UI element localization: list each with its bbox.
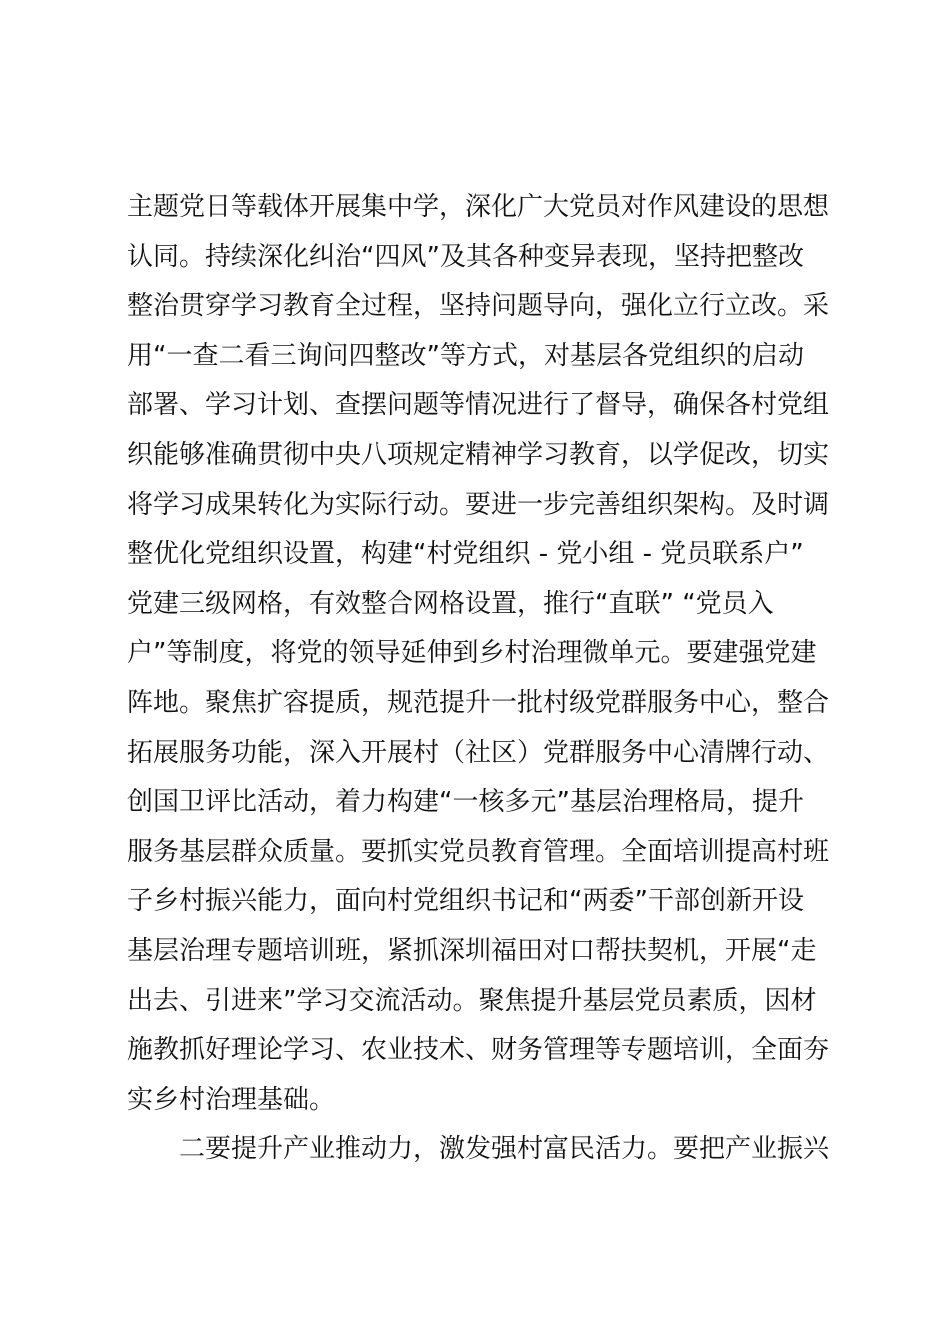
text-line: 织能够准确贯彻中央八项规定精神学习教育，以学促改，切实 — [127, 439, 830, 470]
text-line: 拓展服务功能，深入开展村（社区）党群服务中心清牌行动、 — [127, 737, 830, 768]
body-text — [127, 183, 837, 1175]
text-line: 实乡村治理基础。 — [127, 1084, 336, 1115]
text-line: 用“一查二看三询问四整改”等方式，对基层各党组织的启动 — [127, 340, 804, 371]
text-line: 户”等制度，将党的领导延伸到乡村治理微单元。要建强党建 — [127, 638, 817, 669]
paragraph-start-line: 二要提升产业推动力，激发强村富民活力。要把产业振兴 — [179, 1134, 830, 1165]
text-line: 子乡村振兴能力，面向村党组织书记和“两委”干部创新开设 — [127, 886, 804, 917]
text-line: 创国卫评比活动，着力构建“一核多元”基层治理格局，提升 — [127, 787, 804, 818]
text-line: 服务基层群众质量。要抓实党员教育管理。全面培训提高村班 — [127, 836, 830, 867]
text-line: 出去、引进来”学习交流活动。聚焦提升基层党员素质，因材 — [127, 985, 817, 1016]
text-line: 认同。持续深化纠治“四风”及其各种变异表现，坚持把整改 — [127, 241, 804, 272]
text-line: 主题党日等载体开展集中学，深化广大党员对作风建设的思想 — [127, 192, 830, 222]
text-line: 部署、学习计划、查摆问题等情况进行了督导，确保各村党组 — [127, 390, 830, 421]
text-line: 党建三级网格，有效整合网格设置，推行“直联” “党员入 — [127, 588, 774, 619]
text-line: 施教抓好理论学习、农业技术、财务管理等专题培训，全面夯 — [127, 1035, 830, 1066]
text-line: 基层治理专题培训班，紧抓深圳福田对口帮扶契机，开展“走 — [127, 935, 817, 966]
text-line: 阵地。聚焦扩容提质，规范提升一批村级党群服务中心，整合 — [127, 687, 830, 718]
text-line: 整优化党组织设置，构建“村党组织 - 党小组 - 党员联系户” — [127, 539, 804, 570]
text-line: 整治贯穿学习教育全过程，坚持问题导向，强化立行立改。采 — [127, 291, 830, 322]
text-line: 将学习成果转化为实际行动。要进一步完善组织架构。及时调 — [127, 489, 830, 520]
